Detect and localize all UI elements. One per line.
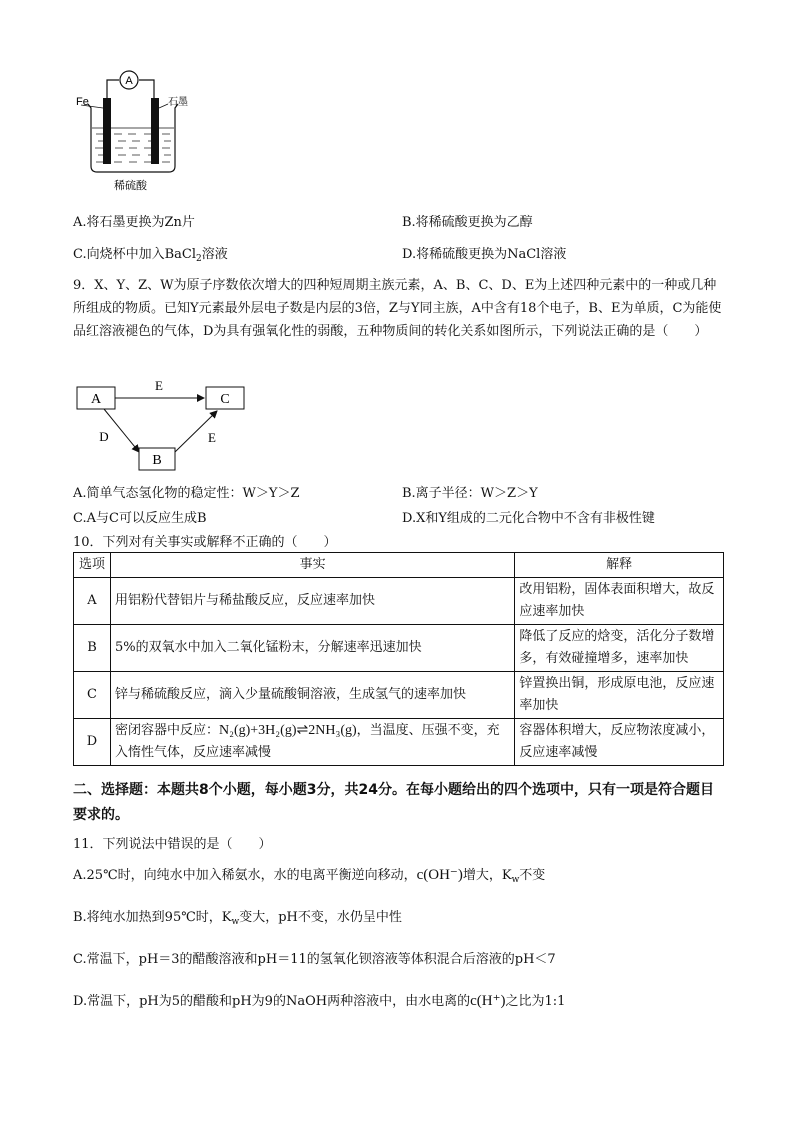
fe-electrode (103, 98, 111, 164)
svg-text:C: C (220, 392, 230, 407)
svg-text:E: E (155, 378, 163, 393)
ammeter-label: A (125, 75, 133, 87)
table-row: C 锌与稀硫酸反应，滴入少量硫酸铜溶液，生成氢气的速率加快 锌置换出铜，形成原电池，反应速率加快 (74, 672, 724, 719)
table-row: D 密闭容器中反应：N₂(g)+3H₂(g)⇌2NH₃(g)，当温度、压强不变，充入惰性气体，反应速率减慢 容器体积增大，反应物浓度减小，反应速率减慢 (74, 719, 724, 766)
table-header-row: 选项 事实 解释 (74, 553, 724, 578)
fe-label: Fe (76, 96, 89, 108)
q8-option-c: C.向烧杯中加入BaCl$_2$溶液 (73, 247, 228, 264)
svg-text:B: B (152, 453, 162, 468)
table-row: B 5%的双氧水中加入二氧化锰粉末，分解速率迅速加快 降低了反应的焓变，活化分子数增多，有效碰撞增多，速率加快 (74, 625, 724, 672)
graphite-label: 石墨 (168, 97, 188, 108)
q9-stem: 9．X、Y、Z、W为原子序数依次增大的四种短周期主族元素，A、B、C、D、E为上述四种元素中的一种或几种所组成的物质。已知Y元素最外层电子数是内层的3倍，Z与Y同主族，A中含有18个电子，B、E为单质，C为能使品红溶液褪色的气体，D为具有强氧化性的弱酸，五种物质间的转化关系如图所示，下列说法正确的是（ ） (73, 278, 722, 339)
q10-stem: 10．下列对有关事实或解释不正确的（ ） (73, 535, 337, 550)
equation: N₂(g)+3H₂(g)⇌2NH₃(g) (218, 723, 357, 738)
q9-option-b: B.离子半径：W＞Z＞Y (402, 486, 538, 501)
svg-text:E: E (208, 430, 216, 445)
q8-option-a: A.将石墨更换为Zn片 (73, 215, 195, 230)
q11-option-a: A.25℃时，向纯水中加入稀氨水，水的电离平衡逆向移动，c(OH⁻)增大，$K_w$不变 (73, 867, 546, 885)
solution-label: 稀硫酸 (114, 179, 147, 192)
table-row: A 用铝粉代替铝片与稀盐酸反应，反应速率加快 改用铝粉，固体表面积增大，故反应速率加快 (74, 578, 724, 625)
arrow-a-b (104, 409, 139, 452)
svg-text:A: A (90, 392, 102, 407)
q9-option-a: A.简单气态氢化物的稳定性：W＞Y＞Z (73, 486, 300, 501)
q11-option-b: B.将纯水加热到95℃时，$K_w$变大，pH不变，水仍呈中性 (73, 910, 402, 927)
q8-option-d: D.将稀硫酸更换为NaCl溶液 (402, 247, 567, 262)
graphite-electrode (151, 98, 159, 164)
section-2-heading: 二、选择题：本题共8个小题，每小题3分，共24分。在每小题给出的四个选项中，只有一项是符合题目要求的。 (73, 782, 714, 823)
q11-stem: 11．下列说法中错误的是（ ） (73, 837, 272, 852)
q11-option-c: C.常温下，pH＝3的醋酸溶液和pH＝11的氢氧化钡溶液等体积混合后溶液的pH＜7 (73, 952, 556, 967)
q8-option-b: B.将稀硫酸更换为乙醇 (402, 215, 533, 230)
q9-option-d: D.X和Y组成的二元化合物中不含有非极性键 (402, 511, 655, 526)
svg-text:D: D (99, 429, 109, 444)
electrolytic-cell-figure (74, 68, 204, 194)
q9-option-c: C.A与C可以反应生成B (73, 511, 207, 526)
q10-table (73, 552, 724, 766)
q9-conversion-diagram (74, 376, 254, 476)
q11-option-d: D.常温下，pH为5的醋酸和pH为9的NaOH两种溶液中，由水电离的c(H⁺)之比为1:1 (73, 993, 566, 1009)
